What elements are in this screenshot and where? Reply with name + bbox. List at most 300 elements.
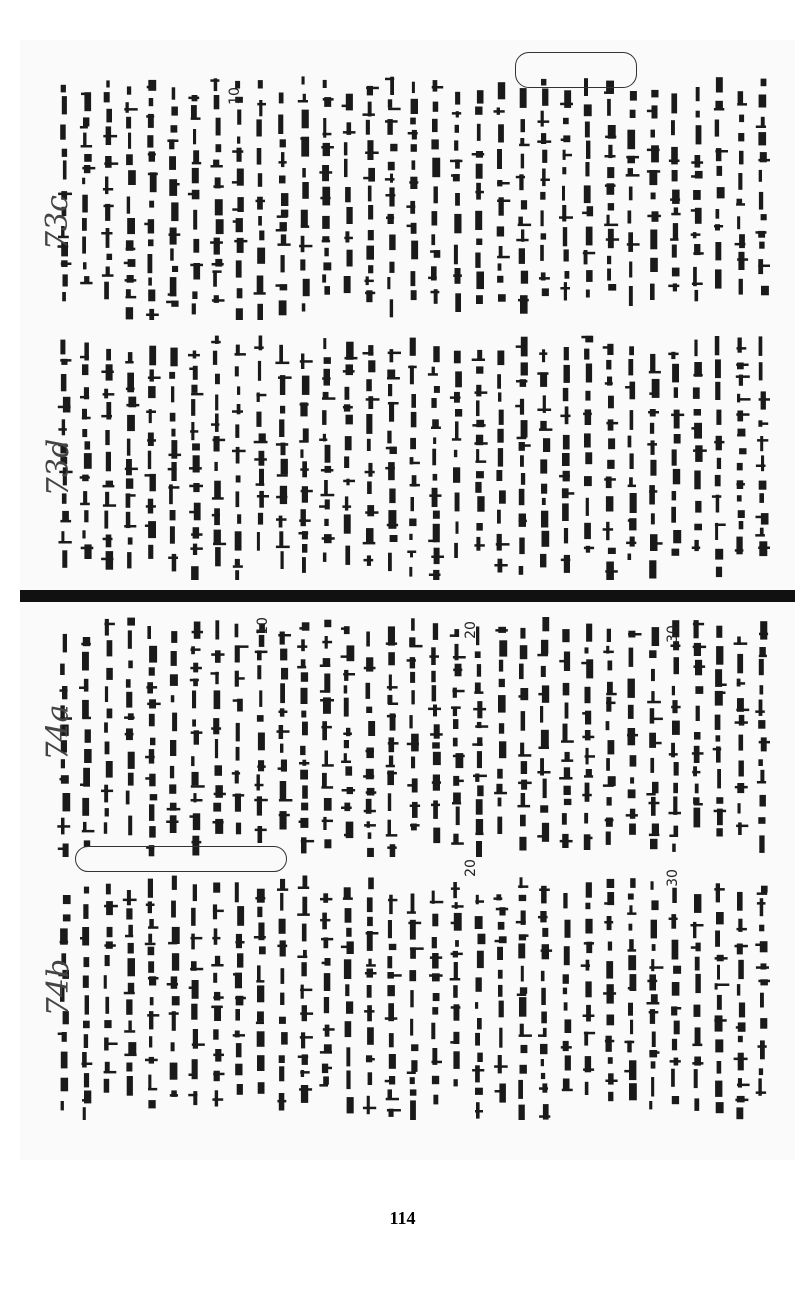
script-stroke xyxy=(302,544,307,553)
script-stroke xyxy=(409,970,416,981)
script-stroke xyxy=(411,1044,418,1051)
script-stroke xyxy=(387,1109,401,1112)
script-stroke xyxy=(432,937,437,948)
script-stroke xyxy=(366,791,377,794)
script-stroke xyxy=(608,661,613,671)
script-stroke xyxy=(759,398,770,401)
script-stroke xyxy=(323,338,326,349)
script-stroke xyxy=(323,98,334,101)
script-stroke xyxy=(297,913,310,916)
script-stroke xyxy=(298,1056,308,1059)
script-stroke xyxy=(581,336,592,339)
script-stroke xyxy=(429,494,441,497)
script-stroke xyxy=(171,976,178,988)
script-stroke xyxy=(759,835,764,853)
script-stroke xyxy=(84,544,91,559)
script-stroke xyxy=(367,439,371,451)
script-stroke xyxy=(761,214,767,220)
script-stroke xyxy=(236,645,249,648)
script-stroke xyxy=(668,285,679,288)
script-stroke xyxy=(583,252,595,255)
script-stroke xyxy=(279,93,284,104)
script-stroke xyxy=(257,715,264,722)
script-stroke xyxy=(236,260,242,277)
script-stroke xyxy=(757,892,768,895)
script-stroke xyxy=(124,1030,135,1033)
script-stroke xyxy=(456,522,459,534)
folio-label-74a: 74a xyxy=(40,704,76,761)
script-stroke xyxy=(473,775,487,778)
script-stroke xyxy=(562,453,570,466)
script-stroke xyxy=(650,354,655,372)
script-stroke xyxy=(606,522,609,540)
script-stroke xyxy=(756,966,769,969)
script-stroke xyxy=(411,757,415,769)
script-stroke xyxy=(475,107,482,115)
script-stroke xyxy=(85,995,89,1014)
script-stroke xyxy=(606,832,611,845)
script-stroke xyxy=(103,188,113,191)
script-stroke xyxy=(540,706,543,723)
script-stroke xyxy=(647,980,657,983)
script-stroke xyxy=(302,557,306,573)
script-stroke xyxy=(540,554,546,568)
script-stroke xyxy=(541,111,544,127)
script-stroke xyxy=(714,810,727,813)
script-stroke xyxy=(368,721,375,736)
script-stroke xyxy=(565,1055,571,1070)
script-stroke xyxy=(58,428,66,431)
script-stroke xyxy=(410,1100,416,1120)
script-stroke xyxy=(563,1079,570,1091)
script-stroke xyxy=(628,955,636,970)
script-stroke xyxy=(521,761,527,774)
script-stroke xyxy=(188,97,199,100)
script-stroke xyxy=(385,1080,395,1083)
script-stroke xyxy=(521,271,528,284)
script-stroke xyxy=(650,542,663,545)
script-stroke xyxy=(756,516,768,519)
script-stroke xyxy=(214,928,218,944)
script-stroke xyxy=(149,667,155,675)
script-stroke xyxy=(606,1036,612,1052)
page-number: 114 xyxy=(389,1208,416,1228)
script-stroke xyxy=(368,396,373,409)
script-stroke xyxy=(538,1034,546,1037)
script-stroke xyxy=(172,266,178,272)
script-stroke xyxy=(539,352,547,355)
script-stroke xyxy=(498,798,502,807)
script-stroke xyxy=(738,822,742,835)
script-stroke xyxy=(608,396,614,409)
script-stroke xyxy=(475,1088,483,1095)
script-stroke xyxy=(739,1003,745,1018)
script-stroke xyxy=(605,155,616,158)
script-stroke xyxy=(236,475,241,482)
script-stroke xyxy=(323,1076,329,1084)
script-stroke xyxy=(739,151,744,165)
script-stroke xyxy=(385,467,395,470)
script-stroke xyxy=(232,410,243,413)
script-stroke xyxy=(433,346,439,362)
script-stroke xyxy=(300,259,305,270)
script-stroke xyxy=(696,111,700,118)
script-stroke xyxy=(563,1041,569,1051)
script-stroke xyxy=(236,823,241,835)
script-stroke xyxy=(80,126,88,129)
script-stroke xyxy=(388,162,395,171)
script-stroke xyxy=(624,1070,634,1073)
script-stroke xyxy=(388,652,395,665)
script-stroke xyxy=(233,973,242,976)
script-stroke xyxy=(300,360,313,363)
script-stroke xyxy=(475,833,483,836)
script-stroke xyxy=(127,218,135,234)
script-stroke xyxy=(671,213,680,216)
script-stroke xyxy=(584,349,589,360)
script-stroke xyxy=(84,679,89,692)
script-stroke xyxy=(671,120,675,135)
script-stroke xyxy=(389,895,393,914)
script-stroke xyxy=(714,888,725,891)
script-stroke xyxy=(323,1067,332,1070)
script-stroke xyxy=(193,129,196,144)
script-stroke xyxy=(715,549,723,560)
script-stroke xyxy=(342,105,351,108)
script-stroke xyxy=(279,176,286,184)
script-stroke xyxy=(84,1073,89,1087)
script-stroke xyxy=(193,239,199,253)
script-stroke xyxy=(652,1032,656,1048)
script-stroke xyxy=(715,242,721,260)
script-stroke xyxy=(453,882,457,898)
script-stroke xyxy=(737,347,747,350)
script-stroke xyxy=(345,387,350,400)
script-stroke xyxy=(235,1064,242,1076)
script-stroke xyxy=(191,399,195,416)
script-stroke xyxy=(410,484,420,487)
script-stroke xyxy=(301,837,307,853)
script-stroke xyxy=(324,997,329,1013)
script-stroke xyxy=(367,917,373,926)
script-stroke xyxy=(188,193,198,196)
script-stroke xyxy=(107,927,113,937)
script-stroke xyxy=(363,113,375,116)
script-stroke xyxy=(387,956,392,968)
script-stroke xyxy=(128,352,132,362)
script-stroke xyxy=(299,532,309,535)
script-stroke xyxy=(434,186,438,203)
script-stroke xyxy=(211,964,223,967)
script-stroke xyxy=(562,1089,573,1092)
script-stroke xyxy=(626,156,639,159)
script-stroke xyxy=(671,93,677,113)
script-stroke xyxy=(433,828,440,844)
script-stroke xyxy=(126,307,133,319)
script-stroke xyxy=(476,295,483,304)
script-stroke xyxy=(434,386,440,393)
script-stroke xyxy=(128,661,133,669)
script-stroke xyxy=(734,642,748,645)
script-stroke xyxy=(453,985,458,998)
script-stroke xyxy=(386,447,395,450)
script-stroke xyxy=(652,824,659,834)
script-stroke xyxy=(344,456,349,468)
script-stroke xyxy=(363,177,373,180)
script-stroke xyxy=(124,262,135,265)
script-stroke xyxy=(407,659,416,662)
script-stroke xyxy=(542,498,546,505)
script-stroke xyxy=(543,438,550,452)
script-stroke xyxy=(630,382,636,400)
script-stroke xyxy=(302,376,310,395)
script-stroke xyxy=(478,934,486,945)
script-stroke xyxy=(539,1115,550,1118)
script-stroke xyxy=(735,945,748,948)
script-stroke xyxy=(346,364,354,375)
script-stroke xyxy=(280,632,285,645)
script-stroke xyxy=(761,737,767,751)
script-stroke xyxy=(254,458,267,461)
script-stroke xyxy=(607,879,615,888)
script-stroke xyxy=(651,193,656,200)
script-stroke xyxy=(233,220,242,223)
script-stroke xyxy=(498,263,502,270)
script-stroke xyxy=(363,1107,376,1110)
script-stroke xyxy=(410,657,415,668)
script-stroke xyxy=(520,688,528,700)
script-stroke xyxy=(429,574,441,577)
script-stroke xyxy=(758,132,766,145)
script-stroke xyxy=(738,252,744,270)
script-stroke xyxy=(298,100,308,103)
script-stroke xyxy=(344,685,348,693)
script-stroke xyxy=(607,256,611,264)
script-stroke xyxy=(82,1099,90,1102)
script-stroke xyxy=(455,940,459,947)
script-stroke xyxy=(367,1096,370,1114)
script-stroke xyxy=(211,341,221,344)
script-stroke xyxy=(739,761,744,777)
script-stroke xyxy=(498,985,503,997)
script-stroke xyxy=(432,86,444,89)
script-stroke xyxy=(193,884,197,901)
script-stroke xyxy=(496,908,508,911)
script-stroke xyxy=(125,935,133,938)
script-stroke xyxy=(647,215,661,218)
script-stroke xyxy=(127,415,135,431)
script-stroke xyxy=(521,200,527,209)
script-stroke xyxy=(301,509,306,526)
script-stroke xyxy=(630,878,635,888)
script-stroke xyxy=(344,740,349,748)
script-stroke xyxy=(410,438,416,449)
script-stroke xyxy=(473,708,486,711)
script-stroke xyxy=(191,785,205,788)
script-stroke xyxy=(232,208,240,211)
script-stroke xyxy=(651,513,655,524)
script-stroke xyxy=(103,538,113,541)
script-stroke xyxy=(716,209,720,219)
script-stroke xyxy=(62,550,67,568)
script-stroke xyxy=(760,795,766,807)
script-stroke xyxy=(213,1029,218,1039)
script-stroke xyxy=(519,895,527,901)
script-stroke xyxy=(477,751,482,768)
script-stroke xyxy=(409,715,412,728)
script-stroke xyxy=(453,274,462,277)
script-stroke xyxy=(128,537,133,544)
script-stroke xyxy=(432,1007,438,1015)
script-stroke xyxy=(515,405,524,408)
script-stroke xyxy=(59,541,72,544)
script-stroke xyxy=(671,1007,681,1010)
script-stroke xyxy=(606,818,613,827)
script-stroke xyxy=(649,490,657,493)
script-stroke xyxy=(211,672,219,675)
script-stroke xyxy=(106,452,111,472)
script-stroke xyxy=(58,1033,67,1036)
script-stroke xyxy=(431,804,440,807)
script-stroke xyxy=(213,973,217,983)
script-stroke xyxy=(586,1005,591,1022)
script-stroke xyxy=(499,1028,502,1048)
script-stroke xyxy=(411,1060,417,1072)
script-stroke xyxy=(63,160,67,179)
script-stroke xyxy=(691,233,701,236)
script-stroke xyxy=(170,526,175,543)
script-stroke xyxy=(277,730,290,733)
script-stroke xyxy=(62,292,66,301)
script-stroke xyxy=(233,794,245,797)
script-stroke xyxy=(255,829,267,832)
script-stroke xyxy=(694,471,700,490)
script-stroke xyxy=(63,274,68,286)
script-stroke xyxy=(607,269,611,281)
script-stroke xyxy=(106,535,112,548)
script-stroke xyxy=(213,883,220,893)
script-stroke xyxy=(83,1021,90,1028)
script-stroke xyxy=(475,725,488,728)
script-stroke xyxy=(258,173,262,187)
script-stroke xyxy=(739,279,743,295)
script-stroke xyxy=(344,959,351,979)
script-stroke xyxy=(171,631,177,643)
script-stroke xyxy=(321,146,334,149)
script-stroke xyxy=(386,217,394,220)
script-stroke xyxy=(387,277,390,289)
script-stroke xyxy=(390,844,396,857)
script-stroke xyxy=(564,90,571,108)
script-stroke xyxy=(255,651,268,654)
script-stroke xyxy=(735,721,748,724)
script-stroke xyxy=(366,748,374,759)
script-stroke xyxy=(170,1063,178,1080)
script-stroke xyxy=(477,124,481,141)
script-stroke xyxy=(322,537,335,540)
script-stroke xyxy=(584,185,591,203)
script-stroke xyxy=(319,171,332,174)
script-stroke xyxy=(388,974,402,977)
script-stroke xyxy=(279,919,286,934)
script-stroke xyxy=(584,834,591,850)
script-stroke xyxy=(694,340,697,357)
script-stroke xyxy=(542,288,549,296)
script-stroke xyxy=(498,124,504,142)
script-stroke xyxy=(257,1031,265,1047)
script-stroke xyxy=(105,808,109,816)
script-stroke xyxy=(717,965,720,980)
script-stroke xyxy=(104,511,108,529)
script-stroke xyxy=(736,1026,746,1029)
script-stroke xyxy=(559,660,569,663)
script-stroke xyxy=(761,886,768,893)
script-stroke xyxy=(559,216,573,219)
script-stroke xyxy=(582,794,592,797)
script-stroke xyxy=(61,263,72,266)
script-stroke xyxy=(82,530,85,538)
script-stroke xyxy=(62,511,69,521)
script-stroke xyxy=(565,752,570,761)
script-stroke xyxy=(147,439,156,442)
script-stroke xyxy=(628,728,636,745)
script-stroke xyxy=(761,455,764,471)
script-stroke xyxy=(128,773,134,786)
script-stroke xyxy=(83,262,87,269)
script-stroke xyxy=(281,1032,288,1045)
script-stroke xyxy=(103,485,115,488)
script-stroke xyxy=(585,783,590,802)
script-stroke xyxy=(191,533,202,536)
script-stroke xyxy=(694,894,701,913)
script-stroke xyxy=(149,201,154,208)
script-stroke xyxy=(498,82,505,99)
script-stroke xyxy=(236,723,240,742)
script-stroke xyxy=(629,187,633,201)
script-stroke xyxy=(147,135,153,147)
script-stroke xyxy=(145,943,156,946)
script-stroke xyxy=(106,228,110,248)
script-stroke xyxy=(475,253,480,268)
script-stroke xyxy=(472,424,485,427)
script-stroke xyxy=(366,632,370,647)
script-stroke xyxy=(586,227,593,246)
script-stroke xyxy=(521,793,526,806)
script-stroke xyxy=(608,203,614,210)
script-stroke xyxy=(106,349,111,361)
script-stroke xyxy=(344,237,353,240)
script-stroke xyxy=(428,708,441,711)
script-stroke xyxy=(672,1039,677,1051)
script-stroke xyxy=(346,207,352,224)
script-stroke xyxy=(608,1057,613,1064)
script-stroke xyxy=(498,922,505,930)
script-stroke xyxy=(650,460,656,476)
script-stroke xyxy=(453,719,458,729)
script-stroke xyxy=(297,666,306,669)
script-stroke xyxy=(390,299,393,317)
script-stroke xyxy=(345,436,352,450)
script-stroke xyxy=(104,722,108,732)
script-stroke xyxy=(476,819,483,833)
script-stroke xyxy=(759,741,770,744)
script-stroke xyxy=(171,202,178,221)
script-stroke xyxy=(385,178,395,181)
script-stroke xyxy=(452,438,461,441)
script-stroke xyxy=(82,195,88,213)
script-stroke xyxy=(254,292,266,295)
script-stroke xyxy=(475,916,483,929)
